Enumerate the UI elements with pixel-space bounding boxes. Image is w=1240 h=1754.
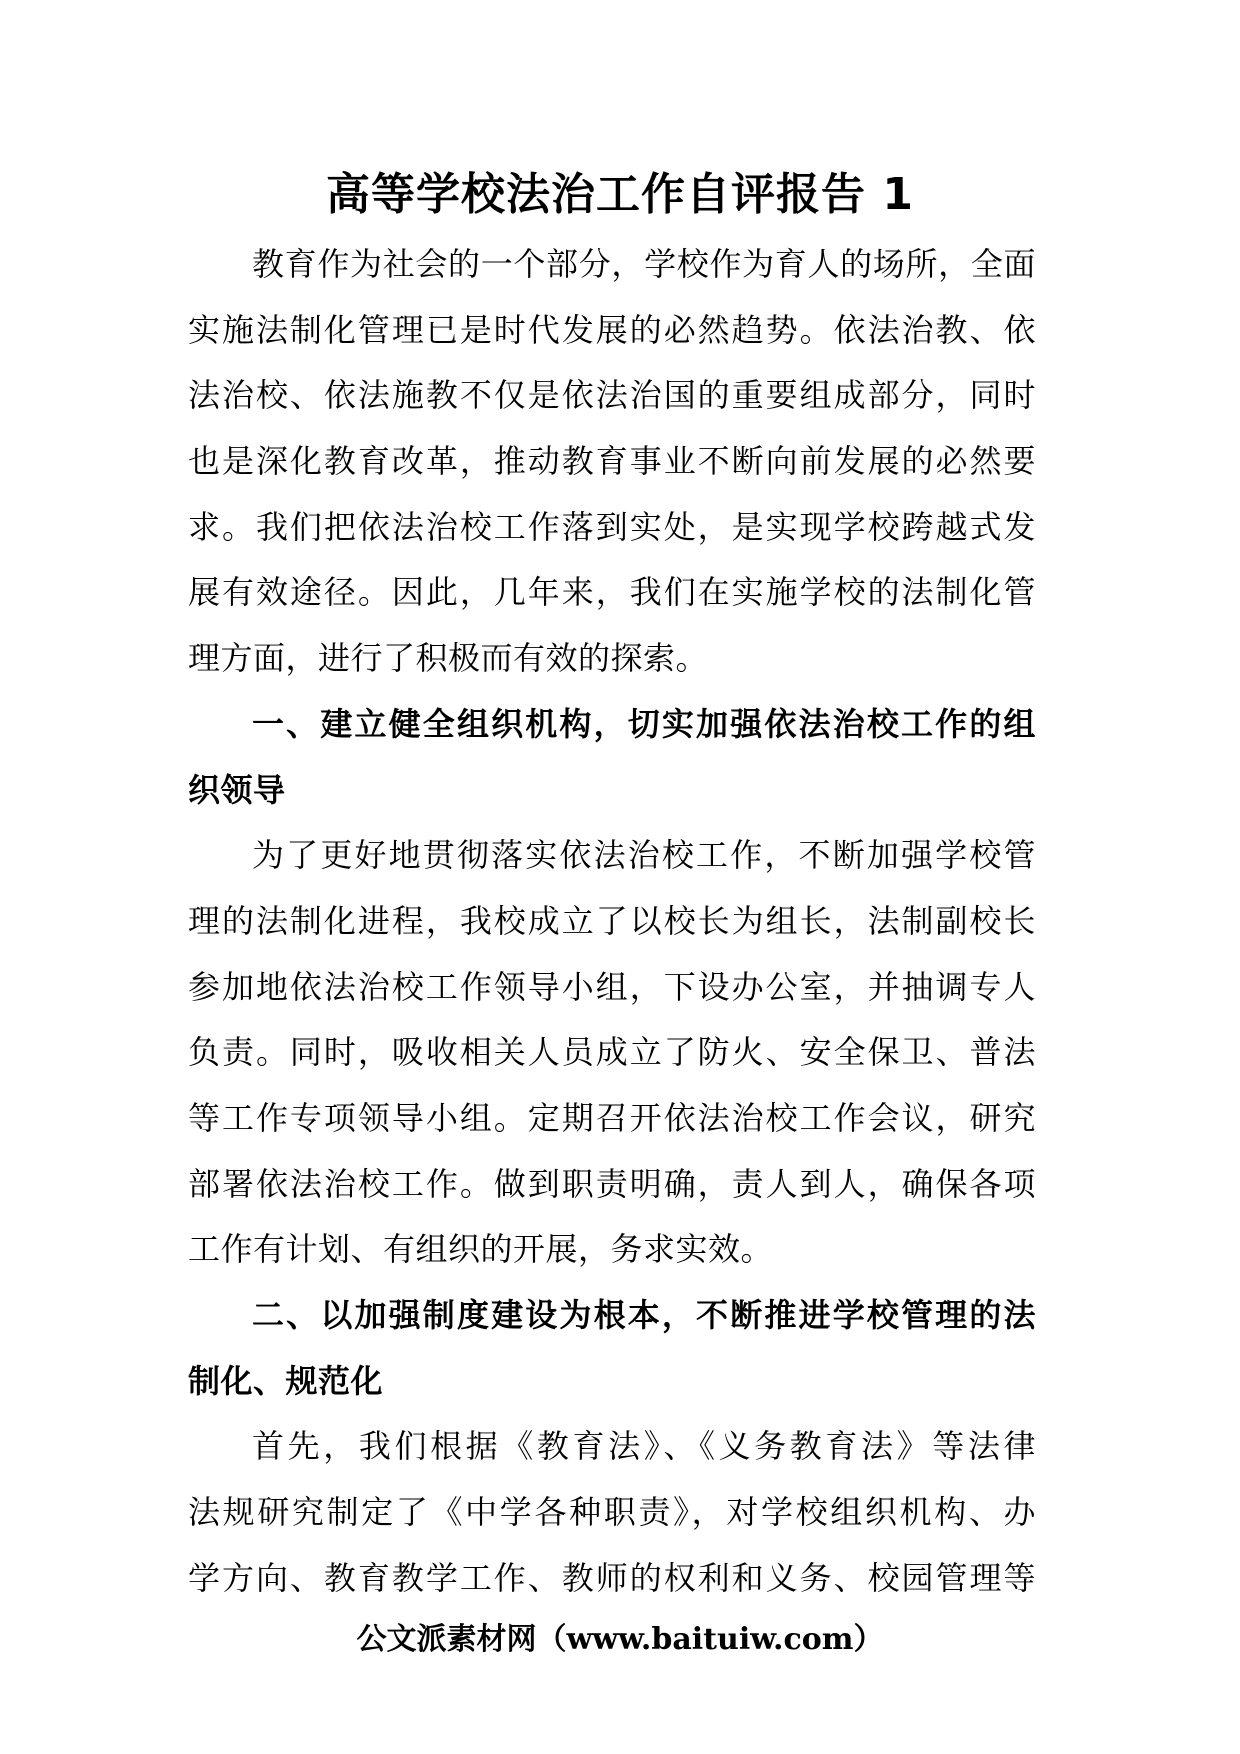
paragraph-intro-line-2: 实施法制化管理已是时代发展的必然趋势。依法治教、依 [188, 310, 1036, 349]
paragraph-intro-line-4: 也是深化教育改革，推动教育事业不断向前发展的必然要 [188, 442, 1036, 481]
section-1-paragraph-line-4: 负责。同时，吸收相关人员成立了防火、安全保卫、普法 [188, 1033, 1036, 1072]
section-1-paragraph-line-3: 参加地依法治校工作领导小组，下设办公室，并抽调专人 [188, 967, 1036, 1006]
paragraph-intro-line-6: 展有效途径。因此，几年来，我们在实施学校的法制化管 [188, 573, 1036, 612]
section-2-paragraph-line-2: 法规研究制定了《中学各种职责》，对学校组织机构、办 [188, 1493, 1036, 1532]
section-2-paragraph-line-1: 首先，我们根据《教育法》、《义务教育法》等法律 [252, 1427, 1036, 1466]
footer-watermark: 公文派素材网（www.baituiw.com） [356, 1622, 884, 1657]
paragraph-intro-line-3: 法治校、依法施教不仅是依法治国的重要组成部分，同时 [188, 376, 1036, 415]
section-1-paragraph-line-2: 理的法制化进程，我校成立了以校长为组长，法制副校长 [188, 901, 1036, 940]
section-1-heading-line-2: 织领导 [188, 770, 286, 809]
paragraph-intro-line-7: 理方面，进行了积极而有效的探索。 [188, 639, 709, 678]
paragraph-intro-line-1: 教育作为社会的一个部分，学校作为育人的场所，全面 [252, 245, 1036, 283]
section-2-heading-line-2: 制化、规范化 [188, 1361, 384, 1400]
paragraph-intro-line-5: 求。我们把依法治校工作落到实处，是实现学校跨越式发 [188, 507, 1036, 546]
section-2-heading-line-1: 二、以加强制度建设为根本，不断推进学校管理的法 [252, 1296, 1036, 1334]
section-1-paragraph-line-6: 部署依法治校工作。做到职责明确，责人到人，确保各项 [188, 1164, 1036, 1203]
document-title: 高等学校法治工作自评报告 1 [326, 169, 914, 220]
section-1-paragraph-line-7: 工作有计划、有组织的开展，务求实效。 [188, 1230, 774, 1269]
document-body [188, 232, 1036, 1611]
section-2-paragraph-line-3: 学方向、教育教学工作、教师的权利和义务、校园管理等 [188, 1558, 1036, 1597]
section-1-paragraph-line-5: 等工作专项领导小组。定期召开依法治校工作会议，研究 [188, 1098, 1036, 1137]
section-1-heading-line-1: 一、建立健全组织机构，切实加强依法治校工作的组 [252, 704, 1036, 743]
section-1-paragraph-line-1: 为了更好地贯彻落实依法治校工作，不断加强学校管 [252, 836, 1036, 875]
